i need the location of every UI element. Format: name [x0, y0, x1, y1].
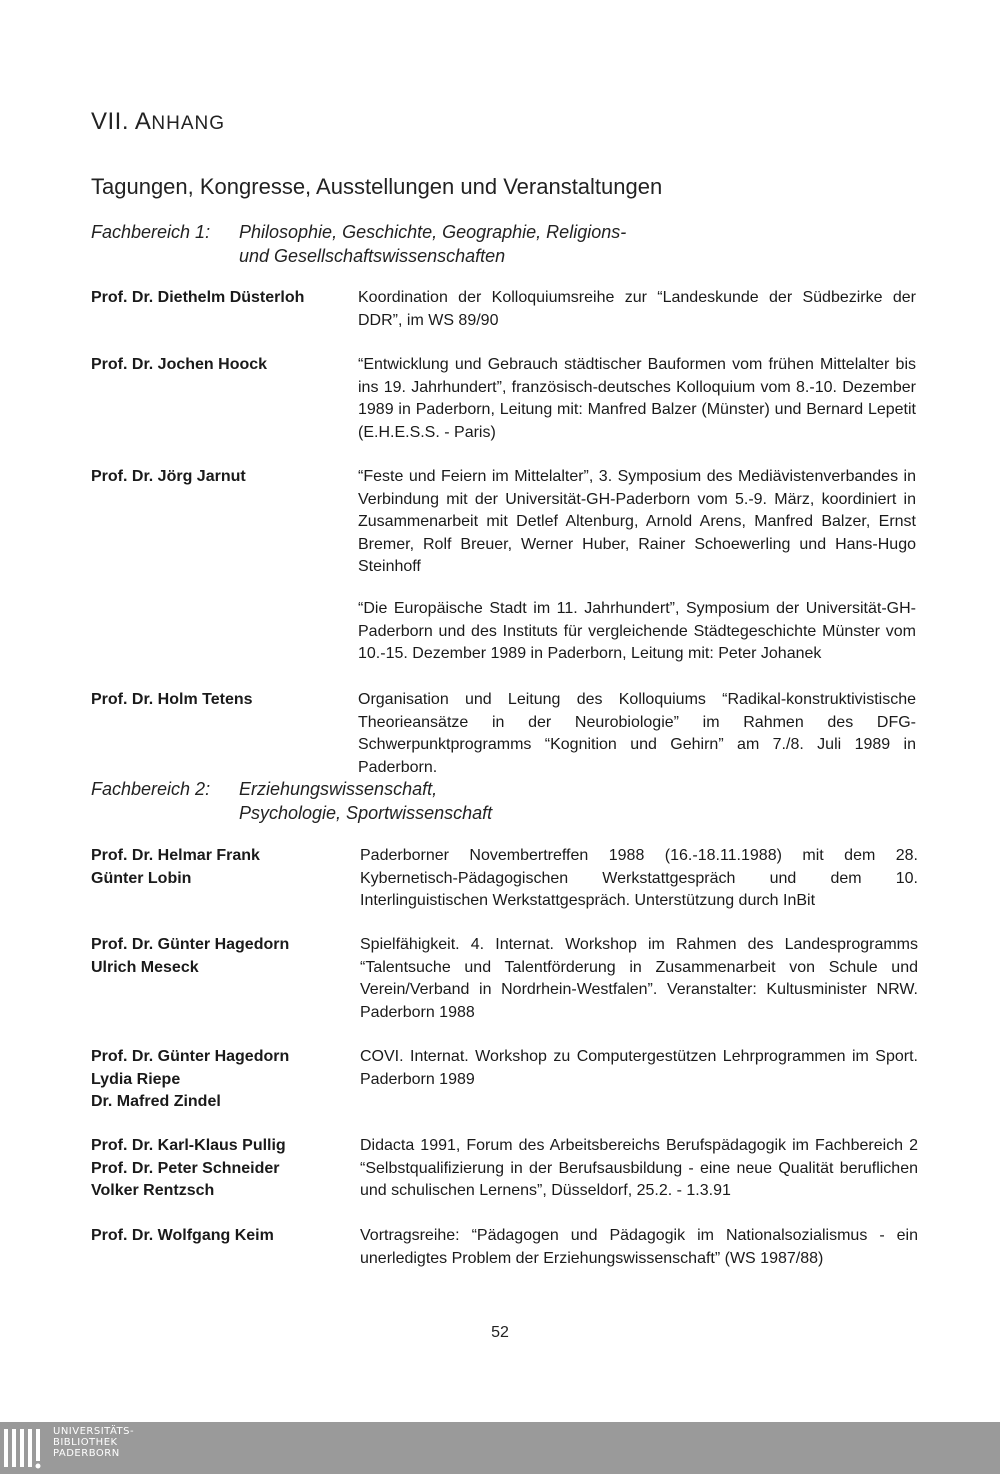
entry-description: Didacta 1991, Forum des Arbeitsbereichs Berufspädagogik im Fachbereich 2 “Selbstqualifizierung in der Berufsausbildung - eine neue Qualität beruflichen und schulischen Lernens”, Düsseldorf, 25.2. - 1.3.91 — [360, 1137, 918, 1199]
chapter-number: VII. — [91, 108, 130, 135]
person-name: Prof. Dr. Günter Hagedorn — [91, 936, 290, 953]
fachbereich-subjects — [239, 777, 839, 825]
person-name: Dr. Mafred Zindel — [91, 1093, 221, 1110]
person-name: Prof. Dr. Jochen Hoock — [91, 356, 268, 373]
person-name: Volker Rentzsch — [91, 1182, 215, 1199]
person-name: Prof. Dr. Holm Tetens — [91, 691, 253, 708]
entry-description: Vortragsreihe: “Pädagogen und Pädagogik im Nationalsozialismus - ein unerledigtes Problem der Erziehungswissenschaft” (WS 1987/88) — [360, 1227, 918, 1267]
person-name: Prof. Dr. Günter Hagedorn — [91, 1048, 290, 1065]
entry-names — [91, 934, 353, 979]
person-name: Prof. Dr. Jörg Jarnut — [91, 468, 246, 485]
entry-description: “Entwicklung und Gebrauch städtischer Bauformen vom frühen Mittelalter bis ins 19. Jahrhundert”, französisch-deutsches Kolloquium vom 8.-10. Dezember 1989 in Paderborn, Leitung mit: Manfred Balzer (Münster) und Bernard Lepetit (E.H.E.S.S. - Paris) — [358, 356, 916, 441]
entry-names — [91, 689, 353, 712]
library-name-line: UNIVERSITÄTS- — [53, 1426, 135, 1437]
person-name: Prof. Dr. Karl-Klaus Pullig — [91, 1137, 286, 1154]
person-name: Prof. Dr. Helmar Frank — [91, 847, 260, 864]
entry-description: COVI. Internat. Workshop zu Computergestützen Lehrprogrammen im Sport. Paderborn 1989 — [360, 1048, 918, 1088]
entry-description: Koordination der Kolloquiumsreihe zur “Landeskunde der Südbezirke der DDR”, im WS 89/90 — [358, 289, 916, 329]
person-name: Prof. Dr. Diethelm Düsterloh — [91, 289, 305, 306]
entry-description: Paderborner Novembertreffen 1988 (16.-18.11.1988) mit dem 28. Kybernetisch-Pädagogischen Werkstattgespräch und dem 10. Interlinguistischen Werkstattgespräch. Unterstützung durch InBit — [360, 847, 918, 909]
fachbereich-subjects — [239, 220, 839, 268]
page-number: 52 — [491, 1324, 509, 1341]
entry-names — [91, 1225, 353, 1248]
entry-description: Organisation und Leitung des Kolloquiums “Radikal-konstruktivistische Theorieansätze in der Neurobiologie” im Rahmen des DFG-Schwerpunktprogramms “Kognition und Gehirn” am 7./8. Juli 1989 in Paderborn. — [358, 691, 916, 776]
library-footer-bar — [0, 1422, 1000, 1474]
fachbereich-subjects-line: Psychologie, Sportwissenschaft — [239, 803, 493, 823]
library-name-line: PADERBORN — [53, 1448, 120, 1459]
fachbereich-label: Fachbereich 2: — [91, 779, 211, 799]
fachbereich-subjects-line: Erziehungswissenschaft, — [239, 779, 438, 799]
entry-names — [91, 354, 353, 377]
entry-names — [91, 1046, 353, 1114]
fachbereich-label: Fachbereich 1: — [91, 222, 211, 242]
entry-names — [91, 287, 353, 310]
person-name: Prof. Dr. Peter Schneider — [91, 1159, 280, 1177]
entry-description: “Feste und Feiern im Mittelalter”, 3. Symposium des Mediävistenverbandes in Verbindung mit der Universität-GH-Paderborn vom 5.-9. März, koordiniert in Zusammenarbeit mit Detlef Altenburg, Arnold Arens, Manfred Balzer, Ernst Bremer, Rolf Breuer, Werner Huber, Rainer Schoewerling und Hans-Hugo Steinhoff — [358, 468, 916, 575]
person-name: Lydia Riepe — [91, 1070, 181, 1088]
entry-names — [91, 1135, 353, 1203]
fachbereich-subjects-line: Philosophie, Geschichte, Geographie, Religions- — [239, 222, 627, 242]
person-name: Prof. Dr. Wolfgang Keim — [91, 1227, 274, 1244]
person-name: Günter Lobin — [91, 869, 192, 887]
entry-description: Spielfähigkeit. 4. Internat. Workshop im Rahmen des Landesprogramms “Talentsuche und Talentförderung in Zusammenarbeit von Schule und Verein/Verband in Nordrhein-Westfalen”. Veranstalter: Kultusminister NRW. Paderborn 1988 — [360, 936, 918, 1021]
entry-description: “Die Europäische Stadt im 11. Jahrhundert”, Symposium der Universität-GH-Paderborn und des Instituts für vergleichende Städtegeschichte Münster vom 10.-15. Dezember 1989 in Paderborn, Leitung mit: Peter Johanek — [358, 600, 916, 662]
fachbereich-subjects-line: und Gesellschaftswissenschaften — [239, 246, 506, 266]
library-name — [53, 1426, 134, 1459]
chapter-heading — [91, 108, 225, 136]
library-name-line: BIBLIOTHEK — [53, 1437, 118, 1448]
entry-names — [91, 466, 353, 489]
library-barcode-logo-icon — [3, 1425, 45, 1471]
chapter-initial: A — [134, 108, 152, 135]
entry-names — [91, 845, 353, 890]
chapter-rest: NHANG — [151, 113, 225, 134]
section-title: Tagungen, Kongresse, Ausstellungen und Veranstaltungen — [91, 174, 663, 199]
person-name: Ulrich Meseck — [91, 958, 199, 976]
